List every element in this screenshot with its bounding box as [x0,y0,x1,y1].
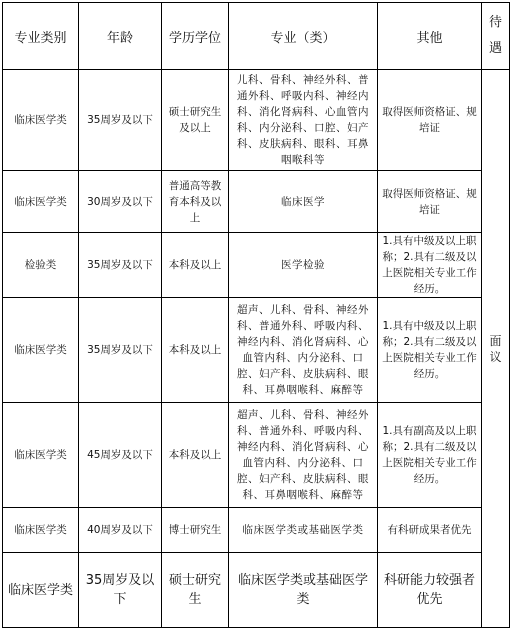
header-degree: 学历学位 [162,3,229,70]
cell-degree: 本科及以上 [162,403,229,508]
cell-other: 取得医师资格证、规培证 [378,70,482,171]
cell-major: 儿科、骨科、神经外科、普通外科、呼吸内科、神经内科、消化肾病科、心血管内科、内分泌科、口腔、妇产科、皮肤病科、眼科、耳鼻咽喉科等 [229,70,378,171]
cell-major: 超声、儿科、骨科、神经外科、普通外科、呼吸内科、神经内科、消化肾病科、心血管内科、内分泌科、口腔、妇产科、皮肤病科、眼科、耳鼻咽喉科、麻醉等 [229,403,378,508]
recruitment-table [2,2,510,628]
cell-category: 临床医学类 [3,403,79,508]
cell-category: 检验类 [3,233,79,298]
cell-degree: 博士研究生 [162,508,229,553]
table-row [3,508,510,553]
table-row [3,298,510,403]
cell-degree: 硕士研究生及以上 [162,70,229,171]
cell-degree: 普通高等教育本科及以上 [162,171,229,233]
cell-category: 临床医学类 [3,508,79,553]
cell-age: 30周岁及以下 [79,171,162,233]
cell-other: 有科研成果者优先 [378,508,482,553]
cell-category: 临床医学类 [3,171,79,233]
cell-other: 1.具有副高及以上职称；2.具有二级及以上医院相关专业工作经历。 [378,403,482,508]
header-category: 专业类别 [3,3,79,70]
cell-degree: 本科及以上 [162,298,229,403]
table-row [3,70,510,171]
cell-major: 超声、儿科、骨科、神经外科、普通外科、呼吸内科、神经内科、消化肾病科、心血管内科、内分泌科、口腔、妇产科、皮肤病科、眼科、耳鼻咽喉科、麻醉等 [229,298,378,403]
cell-major: 临床医学类或基础医学类 [229,553,378,628]
cell-category: 临床医学类 [3,553,79,628]
table-row [3,233,510,298]
cell-other: 1.具有中级及以上职称；2.具有二级及以上医院相关专业工作经历。 [378,298,482,403]
table-header-row [3,3,510,70]
cell-major: 临床医学 [229,171,378,233]
cell-age: 45周岁及以下 [79,403,162,508]
cell-treatment: 面议 [482,70,510,628]
header-other: 其他 [378,3,482,70]
header-treatment-line1: 待 [488,15,502,30]
cell-age: 35周岁及以下 [79,298,162,403]
cell-major: 临床医学类或基础医学类 [229,508,378,553]
cell-age: 35周岁及以下 [79,233,162,298]
header-treatment-line2: 遇 [488,41,502,56]
cell-age: 35周岁及以下 [79,553,162,628]
cell-age: 35周岁及以下 [79,70,162,171]
cell-other: 取得医师资格证、规培证 [378,171,482,233]
table-row [3,403,510,508]
cell-other: 科研能力较强者优先 [378,553,482,628]
cell-degree: 本科及以上 [162,233,229,298]
header-age: 年龄 [79,3,162,70]
cell-major: 医学检验 [229,233,378,298]
cell-age: 40周岁及以下 [79,508,162,553]
header-major: 专业（类） [229,3,378,70]
cell-other: 1.具有中级及以上职称；2.具有二级及以上医院相关专业工作经历。 [378,233,482,298]
cell-category: 临床医学类 [3,298,79,403]
table-row [3,553,510,628]
cell-category: 临床医学类 [3,70,79,171]
table-row [3,171,510,233]
cell-degree: 硕士研究生 [162,553,229,628]
header-treatment [482,3,510,70]
